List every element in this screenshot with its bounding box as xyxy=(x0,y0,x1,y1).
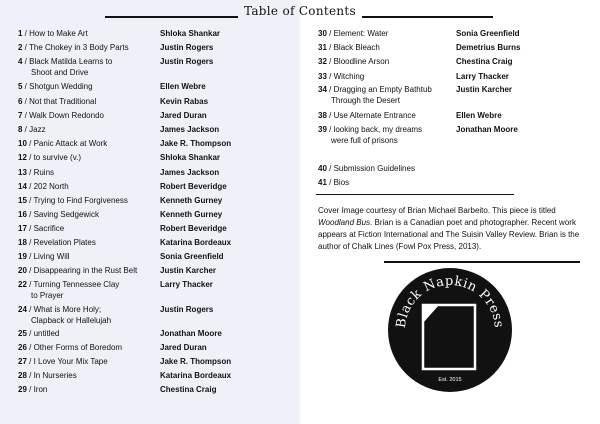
separator: / xyxy=(326,125,334,134)
entry-title-continued: Shoot and Drive xyxy=(31,68,89,77)
toc-entry-title xyxy=(318,28,456,39)
entry-author: Katarina Bordeaux xyxy=(160,371,232,380)
page-number: 27 xyxy=(18,357,27,366)
page-number: 38 xyxy=(318,111,327,120)
entry-title-text: I Love Your Mix Tape xyxy=(33,357,108,366)
separator: / xyxy=(26,385,34,394)
separator: / xyxy=(26,139,34,148)
entry-author: Justin Rogers xyxy=(160,305,214,314)
toc-entry-title xyxy=(18,152,160,163)
entry-title-text: Ruins xyxy=(33,168,55,177)
toc-entry-title xyxy=(318,71,456,82)
entry-author: Chestina Craig xyxy=(456,57,513,66)
entry-title-continued: Through the Desert xyxy=(331,96,400,105)
page-number: 25 xyxy=(18,329,27,338)
separator: / xyxy=(326,178,334,187)
entry-title-text: looking back, my dreams xyxy=(333,125,423,134)
toc-entry-title xyxy=(18,138,160,149)
separator: / xyxy=(26,266,34,275)
entry-title-text: Sacrifice xyxy=(33,224,65,233)
page-number: 1 xyxy=(18,29,23,38)
toc-entry-title xyxy=(318,124,456,146)
toc-entry-title xyxy=(18,28,160,39)
page-number: 40 xyxy=(318,164,327,173)
cover-credit xyxy=(318,205,580,253)
toc-entry xyxy=(18,279,298,303)
separator: / xyxy=(26,357,34,366)
separator: / xyxy=(326,43,334,52)
entry-title-continued: were full of prisons xyxy=(331,136,398,145)
page-number: 12 xyxy=(18,153,27,162)
divider-rule xyxy=(316,194,514,195)
toc-entry-title xyxy=(18,167,160,178)
entry-title-text: Disappearing in the Rust Belt xyxy=(33,266,138,275)
toc-entry-title xyxy=(18,81,160,92)
separator: / xyxy=(26,196,34,205)
page-number: 26 xyxy=(18,343,27,352)
separator: / xyxy=(22,111,30,120)
toc-entry-title xyxy=(318,84,456,106)
page-number: 34 xyxy=(318,85,327,94)
page-number: 7 xyxy=(18,111,23,120)
toc-entry-title xyxy=(18,356,160,367)
separator: / xyxy=(26,329,34,338)
toc-entry-title xyxy=(18,304,160,326)
entry-author: Sonia Greenfield xyxy=(160,252,224,261)
entry-title-text: Trying to Find Forgiveness xyxy=(33,196,128,205)
separator: / xyxy=(326,164,334,173)
toc-entry-title xyxy=(18,251,160,262)
entry-title-text: Iron xyxy=(33,385,48,394)
separator: / xyxy=(326,72,334,81)
separator: / xyxy=(26,305,34,314)
entry-title-text: Use Alternate Entrance xyxy=(333,111,416,120)
entry-author: Justin Karcher xyxy=(160,266,217,275)
separator: / xyxy=(26,210,34,219)
page-number: 30 xyxy=(318,29,327,38)
toc-entry xyxy=(18,384,298,408)
entry-title-text: Saving Sedgewick xyxy=(33,210,99,219)
toc-entry-title xyxy=(318,56,456,67)
page-number: 2 xyxy=(18,43,23,52)
entry-author: Jared Duran xyxy=(160,111,207,120)
entry-author: Justin Rogers xyxy=(160,43,214,52)
entry-author: Jonathan Moore xyxy=(160,329,222,338)
cover-credit-text-rest: . Brian is a Canadian poet and photographer. Recent work appears at Fiction International and The Suisin Valley Review. Brian is the author of Chalk Lines (Fowl Pox Press, 2013). xyxy=(318,218,580,251)
toc-entry-title xyxy=(318,163,456,174)
entry-author: Katarina Bordeaux xyxy=(160,238,232,247)
toc-entry-title xyxy=(18,265,160,276)
entry-author: Larry Thacker xyxy=(456,72,509,81)
entry-title-text: Jazz xyxy=(29,125,46,134)
toc-entry-title xyxy=(18,370,160,381)
separator: / xyxy=(22,82,30,91)
separator: / xyxy=(26,153,34,162)
entry-title-text: 202 North xyxy=(33,182,69,191)
page-number: 18 xyxy=(18,238,27,247)
entry-title-text: Shotgun Wedding xyxy=(29,82,93,91)
entry-title-text: Black Bleach xyxy=(333,43,380,52)
separator: / xyxy=(326,57,334,66)
entry-author: Jonathan Moore xyxy=(456,125,518,134)
entry-title-text: Submission Guidelines xyxy=(333,164,415,173)
separator: / xyxy=(26,280,34,289)
page-number: 39 xyxy=(318,125,327,134)
page-number: 41 xyxy=(318,178,327,187)
logo-name: Black Napkin Press xyxy=(393,273,507,329)
entry-title-continued: Clapback or Hallelujah xyxy=(31,316,112,325)
toc-entry-title xyxy=(18,42,160,53)
page-number: 10 xyxy=(18,139,27,148)
entry-author: Jake R. Thompson xyxy=(160,139,232,148)
page-number: 24 xyxy=(18,305,27,314)
cover-credit-text: Cover Image courtesy of Brian Michael Barbeito. This piece is titled xyxy=(318,206,556,215)
entry-author: Justin Karcher xyxy=(456,85,513,94)
page-number: 13 xyxy=(18,168,27,177)
toc-entry-title xyxy=(18,237,160,248)
page-number: 20 xyxy=(18,266,27,275)
entry-author: Jake R. Thompson xyxy=(160,357,232,366)
entry-author: Shloka Shankar xyxy=(160,153,221,162)
logo-est: Est. 2015 xyxy=(438,377,462,383)
page-number: 28 xyxy=(18,371,27,380)
toc-entry-title xyxy=(18,342,160,353)
toc-entry xyxy=(318,177,598,201)
separator: / xyxy=(22,29,30,38)
toc-entry xyxy=(318,124,598,148)
toc-entry-title xyxy=(18,56,160,78)
entry-author: Shloka Shankar xyxy=(160,29,221,38)
entry-author: Jared Duran xyxy=(160,343,207,352)
page-number: 31 xyxy=(318,43,327,52)
cover-title: Woodland Bus xyxy=(318,218,371,227)
entry-author: Kevin Rabas xyxy=(160,97,209,106)
entry-author: Justin Rogers xyxy=(160,57,214,66)
entry-title-text: The Chokey in 3 Body Parts xyxy=(28,43,129,52)
toc-entry-title xyxy=(18,195,160,206)
toc-entry xyxy=(18,304,298,328)
page-number: 32 xyxy=(318,57,327,66)
entry-title-text: Bios xyxy=(333,178,350,187)
page-number: 4 xyxy=(18,57,23,66)
toc-entry-title xyxy=(18,181,160,192)
entry-author: Ellen Webre xyxy=(160,82,206,91)
page-number: 5 xyxy=(18,82,23,91)
entry-author: James Jackson xyxy=(160,125,220,134)
entry-author: Kenneth Gurney xyxy=(160,210,223,219)
entry-author: Robert Beveridge xyxy=(160,182,227,191)
separator: / xyxy=(26,168,34,177)
entry-title-text: Turning Tennessee Clay xyxy=(33,280,120,289)
entry-title-text: to survive (v.) xyxy=(33,153,81,162)
entry-author: Sonia Greenfield xyxy=(456,29,520,38)
toc-entry-title xyxy=(18,328,160,339)
entry-title-text: Other Forms of Boredom xyxy=(33,343,123,352)
toc-entry xyxy=(18,56,298,80)
entry-title-continued: to Prayer xyxy=(31,291,64,300)
toc-entry xyxy=(318,84,598,108)
separator: / xyxy=(22,57,30,66)
toc-entry-title xyxy=(18,96,160,107)
separator: / xyxy=(26,343,34,352)
toc-entry-title xyxy=(18,110,160,121)
page-number: 14 xyxy=(18,182,27,191)
toc-entry-title xyxy=(318,42,456,53)
entry-author: Larry Thacker xyxy=(160,280,213,289)
toc-entry-title xyxy=(318,177,456,188)
entry-author: James Jackson xyxy=(160,168,220,177)
entry-title-text: Black Matilda Learns to xyxy=(29,57,113,66)
toc-entry-title xyxy=(18,124,160,135)
entry-title-text: Living Will xyxy=(33,252,70,261)
entry-author: Demetrius Burns xyxy=(456,43,521,52)
entry-title-text: Panic Attack at Work xyxy=(33,139,108,148)
page-number: 8 xyxy=(18,125,23,134)
toc-entry-title xyxy=(18,209,160,220)
separator: / xyxy=(326,85,334,94)
separator: / xyxy=(326,29,334,38)
entry-title-text: How to Make Art xyxy=(29,29,88,38)
separator: / xyxy=(26,224,34,233)
toc-entry-title xyxy=(18,223,160,234)
separator: / xyxy=(326,111,334,120)
entry-title-text: Dragging an Empty Bathtub xyxy=(333,85,432,94)
entry-title-text: What is More Holy; xyxy=(33,305,102,314)
page-number: 33 xyxy=(318,72,327,81)
entry-title-text: Witching xyxy=(333,72,365,81)
separator: / xyxy=(26,252,34,261)
page-number: 15 xyxy=(18,196,27,205)
separator: / xyxy=(22,97,30,106)
entry-author: Kenneth Gurney xyxy=(160,196,223,205)
entry-title-text: Revelation Plates xyxy=(33,238,96,247)
entry-title-text: Walk Down Redondo xyxy=(29,111,104,120)
separator: / xyxy=(26,182,34,191)
entry-title-text: Bloodline Arson xyxy=(333,57,390,66)
page-number: 29 xyxy=(18,385,27,394)
page-number: 6 xyxy=(18,97,23,106)
entry-author: Robert Beveridge xyxy=(160,224,227,233)
toc-entry-title xyxy=(318,110,456,121)
entry-title-text: Not that Traditional xyxy=(29,97,97,106)
entry-title-text: Element: Water xyxy=(333,29,389,38)
page-number: 17 xyxy=(18,224,27,233)
divider-rule-bottom xyxy=(384,261,580,263)
entry-title-text: In Nurseries xyxy=(33,371,77,380)
toc-entry-title xyxy=(18,384,160,395)
page-number: 16 xyxy=(18,210,27,219)
separator: / xyxy=(26,371,34,380)
page-number: 22 xyxy=(18,280,27,289)
toc-entry-title xyxy=(18,279,160,301)
entry-author: Chestina Craig xyxy=(160,385,217,394)
black-napkin-press-logo xyxy=(387,267,513,393)
separator: / xyxy=(22,125,30,134)
entry-title-text: untitled xyxy=(33,329,60,338)
entry-author: Ellen Webre xyxy=(456,111,502,120)
separator: / xyxy=(22,43,29,52)
page-number: 19 xyxy=(18,252,27,261)
separator: / xyxy=(26,238,34,247)
page-title: Table of Contents xyxy=(0,4,600,18)
